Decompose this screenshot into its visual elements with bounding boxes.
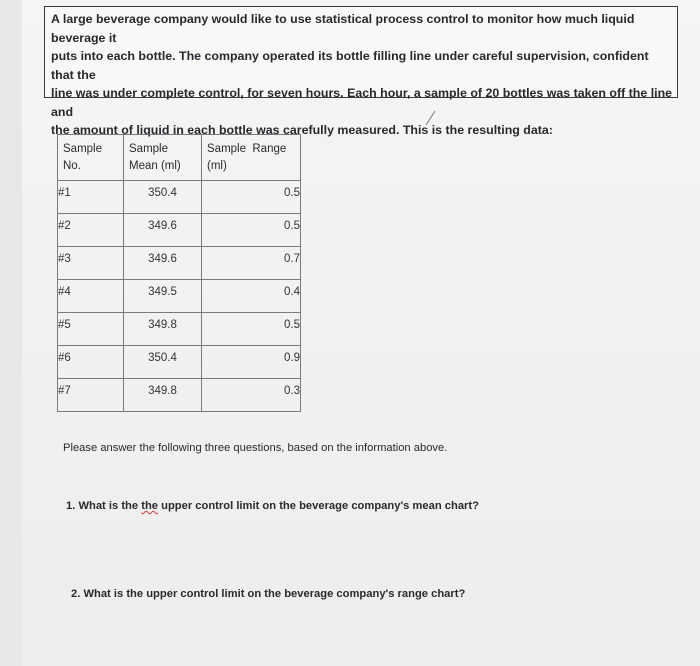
- cell-mean: 350.4: [124, 181, 202, 214]
- cell-mean: 349.6: [124, 247, 202, 280]
- questions-intro: Please answer the following three questions, based on the information above.: [63, 442, 448, 454]
- cell-range: 0.7: [202, 247, 301, 280]
- cell-mean: 350.4: [124, 346, 202, 379]
- table-row: [58, 379, 301, 412]
- header-sample-no: Sample No.: [58, 135, 124, 181]
- table-row: [58, 247, 301, 280]
- spellcheck-typo[interactable]: the: [141, 500, 158, 512]
- cell-range: 0.3: [202, 379, 301, 412]
- table-row: [58, 346, 301, 379]
- cell-range: 0.5: [202, 313, 301, 346]
- table-row: [58, 313, 301, 346]
- intro-line-1: A large beverage company would like to use statistical process control to monitor how much liquid beverage it: [51, 12, 635, 45]
- cell-mean: 349.8: [124, 379, 202, 412]
- sample-data-table: [57, 134, 301, 412]
- cell-mean: 349.5: [124, 280, 202, 313]
- cell-sample: #4: [58, 280, 124, 313]
- cell-sample: #1: [58, 181, 124, 214]
- cell-sample: #2: [58, 214, 124, 247]
- cell-sample: #7: [58, 379, 124, 412]
- intro-line-2: puts into each bottle. The company operated its bottle filling line under careful supervision, confident that the: [51, 49, 649, 82]
- cell-sample: #6: [58, 346, 124, 379]
- cell-sample: #3: [58, 247, 124, 280]
- problem-statement: [44, 6, 678, 137]
- table-row: [58, 181, 301, 214]
- cell-range: 0.5: [202, 181, 301, 214]
- pen-stroke-icon: [423, 110, 437, 126]
- question-1: 1. What is the the upper control limit on the beverage company's mean chart?: [66, 500, 479, 512]
- header-sample-mean: Sample Mean (ml): [124, 135, 202, 181]
- question-2: 2. What is the upper control limit on the beverage company's range chart?: [71, 588, 466, 600]
- table-row: [58, 280, 301, 313]
- cell-mean: 349.8: [124, 313, 202, 346]
- table-row: [58, 214, 301, 247]
- header-sample-range: Sample Range (ml): [202, 135, 301, 181]
- cell-range: 0.5: [202, 214, 301, 247]
- cell-mean: 349.6: [124, 214, 202, 247]
- cell-range: 0.9: [202, 346, 301, 379]
- intro-line-4: the amount of liquid in each bottle was carefully measured. This is the resulting data:: [51, 123, 553, 137]
- cell-range: 0.4: [202, 280, 301, 313]
- cell-sample: #5: [58, 313, 124, 346]
- table-header-row: [58, 135, 301, 181]
- intro-line-3: line was under complete control, for seven hours. Each hour, a sample of 20 bottles was taken off the line and: [51, 86, 673, 119]
